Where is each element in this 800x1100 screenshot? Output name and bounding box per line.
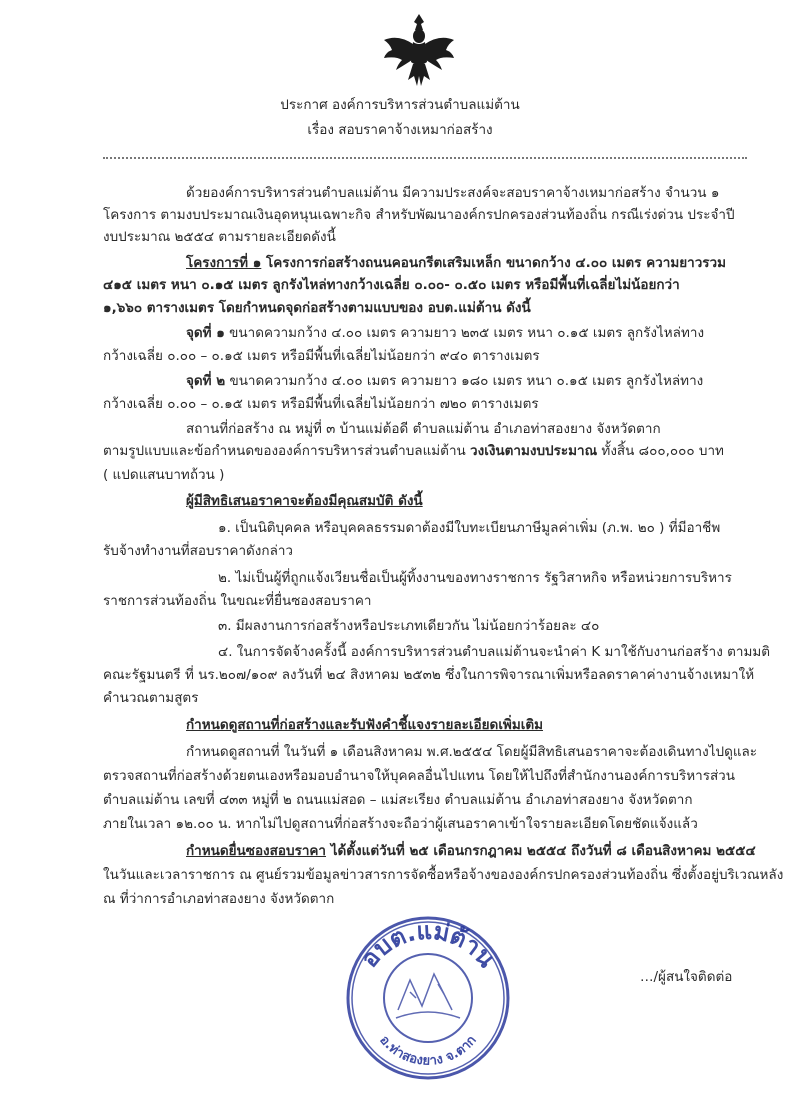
svg-text:อ.ท่าสองยาง จ.ตาก — [376, 1033, 479, 1069]
site-visit-line-3: ตำบลแม่ต้าน เลขที่ ๔๓๓ หมู่ที่ ๒ ถนนแม่สอด – แม่สะเรียง ตำบลแม่ต้าน อำเภอท่าสองยาง จังหวัดตาก — [103, 792, 693, 808]
site-visit-heading: กำหนดดูสถานที่ก่อสร้างและรับฟังคำชี้แจงรายละเอียดเพิ่มเติม — [186, 717, 544, 733]
intro-line-1: ด้วยองค์การบริหารส่วนตำบลแม่ต้าน มีความประสงค์จะสอบราคาจ้างเหมาก่อสร้าง จำนวน ๑ — [186, 185, 720, 201]
project-heading: โครงการที่ ๑ — [186, 255, 262, 271]
qualification-4-line-2: คณะรัฐมนตรี ที่ นร.๒๐๗/๑๐๙ ลงวันที่ ๒๔ สิงหาคม ๒๕๓๒ ซึ่งในการพิจารณาเพิ่มหรือลดราคาค่างานจ้างเหมาให้ — [103, 667, 755, 683]
qualification-2-line-2: ราชการส่วนท้องถิ่น ในขณะที่ยื่นซองสอบราคา — [103, 593, 372, 609]
point-2-line-2: กว้างเฉลี่ย ๐.๐๐ – ๐.๑๕ เมตร หรือมีพื้นที่เฉลี่ยไม่น้อยกว่า ๗๒๐ ตารางเมตร — [103, 396, 539, 412]
point-1-line-1: จุดที่ ๑ ขนาดความกว้าง ๔.๐๐ เมตร ความยาว ๒๓๕ เมตร หนา ๐.๑๕ เมตร ลูกรังไหล่ทาง — [186, 325, 705, 341]
seal-bottom-text: อ.ท่าสองยาง จ.ตาก — [376, 1032, 480, 1069]
announcement-title: ประกาศ องค์การบริหารส่วนตำบลแม่ต้าน — [280, 97, 520, 113]
project-line-3: ๑,๖๖๐ ตารางเมตร โดยกำหนดจุดก่อสร้างตามแบบของ อบต.แม่ต้าน ดังนี้ — [103, 300, 531, 316]
header-divider — [103, 157, 747, 159]
submission-line-2: ในวันและเวลาราชการ ณ ศูนย์รวมข้อมูลข่าวสารการจัดซื้อหรือจ้างขององค์กรปกครองส่วนท้องถิ่น ซึ่งตั้งอยู่บริเวณหลัง — [103, 867, 784, 883]
submission-line-1: กำหนดยื่นซองสอบราคา ได้ตั้งแต่วันที่ ๒๕ เดือนกรกฎาคม ๒๕๕๔ ถึงวันที่ ๘ เดือนสิงหาคม ๒๕๕๔ — [186, 843, 756, 859]
announcement-subject: เรื่อง สอบราคาจ้างเหมาก่อสร้าง — [307, 122, 493, 138]
qualification-4-line-1: ๔. ในการจัดจ้างครั้งนี้ องค์การบริหารส่วนตำบลแม่ต้านจะนำค่า K มาใช้กับงานก่อสร้าง ตามมติ — [218, 644, 771, 660]
location-line: สถานที่ก่อสร้าง ณ หมู่ที่ ๓ บ้านแม่ต้อดี ตำบลแม่ต้าน อำเภอท่าสองยาง จังหวัดตาก — [186, 421, 661, 437]
budget-words: ( แปดแสนบาทถ้วน ) — [103, 467, 225, 483]
continued-note: …/ผู้สนใจติดต่อ — [640, 969, 733, 985]
point-1-line-2: กว้างเฉลี่ย ๐.๐๐ – ๐.๑๕ เมตร หรือมีพื้นที่เฉลี่ยไม่น้อยกว่า ๙๔๐ ตารางเมตร — [103, 348, 540, 364]
qualifications-heading: ผู้มีสิทธิเสนอราคาจะต้องมีคุณสมบัติ ดังนี้ — [186, 493, 423, 509]
intro-line-3: งบประมาณ ๒๕๕๔ ตามรายละเอียดดังนี้ — [103, 229, 336, 245]
point-2-label: จุดที่ ๒ — [186, 373, 226, 389]
seal-top-text-curve: อบต.แม่ต้าน — [355, 916, 501, 973]
budget-label: วงเงินตามงบประมาณ — [470, 443, 598, 459]
point-2-line-1: จุดที่ ๒ ขนาดความกว้าง ๔.๐๐ เมตร ความยาว ๑๘๐ เมตร หนา ๐.๑๕ เมตร ลูกรังไหล่ทาง — [186, 373, 704, 389]
project-line-2: ๔๑๕ เมตร หนา ๐.๑๕ เมตร ลูกรังไหล่ทางกว้างเฉลี่ย ๐.๐๐- ๐.๕๐ เมตร หรือมีพื้นที่เฉลี่ยไม่น้อยกว่า — [103, 277, 680, 293]
point-1-label: จุดที่ ๑ — [186, 325, 225, 341]
qualification-2-line-1: ๒. ไม่เป็นผู้ที่ถูกแจ้งเวียนชื่อเป็นผู้ทิ้งงานของทางราชการ รัฐวิสาหกิจ หรือหน่วยการบริหาร — [218, 570, 732, 586]
submission-heading: กำหนดยื่นซองสอบราคา — [186, 843, 327, 859]
qualification-1-line-2: รับจ้างทำงานที่สอบราคาดังกล่าว — [103, 543, 294, 559]
site-visit-line-1: กำหนดดูสถานที่ ในวันที่ ๑ เดือนสิงหาคม พ.ศ.๒๕๕๔ โดยผู้มีสิทธิเสนอราคาจะต้องเดินทางไปดูและ — [186, 744, 758, 760]
site-visit-line-2: ตรวจสถานที่ก่อสร้างด้วยตนเองหรือมอบอำนาจให้บุคคลอื่นไปแทน โดยให้ไปถึงที่สำนักงานองค์การบริหารส่วน — [103, 768, 735, 784]
qualification-4-line-3: คำนวณตามสูตร — [103, 690, 199, 706]
submission-line-3: ณ ที่ว่าการอำเภอท่าสองยาง จังหวัดตาก — [103, 891, 335, 907]
qualification-3: ๓. มีผลงานการก่อสร้างหรือประเภทเดียวกัน ไม่น้อยกว่าร้อยละ ๔๐ — [218, 618, 600, 634]
intro-line-2: โครงการ ตามงบประมาณเงินอุดหนุนเฉพาะกิจ สำหรับพัฒนาองค์กรปกครองส่วนท้องถิ่น กรณีเร่งด่วน ประจำปี — [103, 207, 735, 223]
project-line-1: โครงการที่ ๑ โครงการก่อสร้างถนนคอนกรีตเสริมเหล็ก ขนาดกว้าง ๔.๐๐ เมตร ความยาวรวม — [186, 255, 727, 271]
qualification-1-line-1: ๑. เป็นนิติบุคคล หรือบุคคลธรรมดาต้องมีใบทะเบียนภาษีมูลค่าเพิ่ม (ภ.พ. ๒๐ ) ที่มีอาชีพ — [218, 520, 721, 536]
svg-text:อบต.แม่ต้าน — [355, 917, 501, 973]
official-seal-stamp — [340, 910, 515, 1080]
site-visit-line-4: ภายในเวลา ๑๒.๐๐ น. หากไม่ไปดูสถานที่ก่อสร้างจะถือว่าผู้เสนอราคาเข้าใจรายละเอียดโดยชัดแจ้งแล้ว — [103, 816, 698, 832]
budget-line: ตามรูปแบบและข้อกำหนดขององค์การบริหารส่วนตำบลแม่ต้าน วงเงินตามงบประมาณ ทั้งสิ้น ๘๐๐,๐๐๐ บาท — [103, 443, 724, 459]
garuda-emblem-icon — [380, 10, 458, 90]
